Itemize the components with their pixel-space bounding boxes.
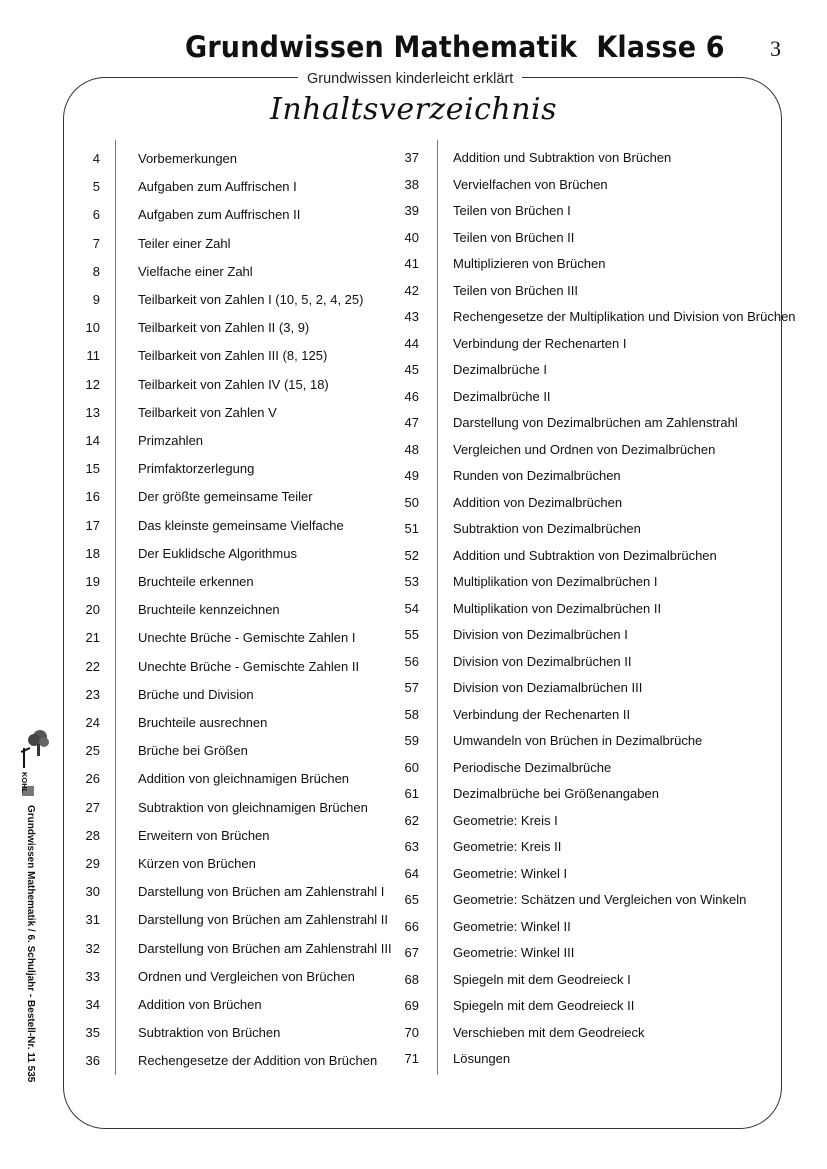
toc-entry-title: Vielfache einer Zahl [138, 263, 253, 279]
toc-page-number: 17 [85, 517, 100, 533]
side-caption-text: Grundwissen Mathematik / 6. Schuljahr - Bestell-Nr. 11 535 [25, 805, 36, 1083]
toc-entry-title: Teiler einer Zahl [138, 235, 231, 251]
toc-entry-title: Darstellung von Brüchen am Zahlenstrahl I [138, 884, 385, 900]
toc-entry-title: Erweitern von Brüchen [138, 827, 270, 843]
toc-entry-title: Darstellung von Dezimalbrüchen am Zahlenstrahl [453, 415, 738, 430]
toc-entry-title: Vorbemerkungen [138, 151, 238, 166]
toc-page-number: 42 [404, 282, 419, 298]
toc-entry-title: Addition von Brüchen [138, 997, 262, 1012]
toc-page-number: 19 [85, 574, 100, 589]
toc-entry-title: Dezimalbrüche bei Größenangaben [453, 786, 659, 801]
toc-entry-title: Verbindung der Rechenarten II [453, 706, 631, 722]
toc-page-number: 58 [404, 706, 419, 722]
toc-page-number: 61 [404, 786, 419, 801]
toc-page-number: 66 [404, 918, 419, 934]
toc-entry-title: Addition von gleichnamigen Brüchen [138, 771, 350, 787]
toc-entry-title: Rechengesetze der Addition von Brüchen [138, 1053, 378, 1069]
toc-page-number: 20 [85, 602, 100, 618]
page-title: Grundwissen Mathematik Klasse 6 [185, 30, 725, 64]
toc-entry-title: Addition von Dezimalbrüchen [453, 494, 623, 510]
toc-page-number: 12 [85, 376, 100, 392]
toc-page-number: 54 [404, 600, 419, 616]
toc-page-number: 60 [404, 759, 419, 775]
toc-page-number: 27 [85, 799, 100, 815]
publisher-name [17, 772, 31, 802]
toc-page-number: 71 [404, 1051, 419, 1066]
toc-page-number: 34 [85, 997, 100, 1012]
toc-page-number: 48 [404, 441, 419, 457]
toc-entry-title: Addition und Subtraktion von Brüchen [453, 150, 672, 165]
toc-entry-title: Kürzen von Brüchen [138, 856, 256, 871]
toc-page-number: 55 [404, 627, 419, 642]
toc-page-number: 5 [92, 179, 100, 195]
toc-page-number: 47 [404, 415, 419, 430]
toc-page-number: 46 [404, 388, 419, 404]
toc-entry-title: Ordnen und Vergleichen von Brüchen [138, 968, 355, 984]
toc-page-number: 62 [404, 812, 419, 828]
toc-entry-title: Teilbarkeit von Zahlen IV (15, 18) [138, 376, 329, 392]
toc-page-number: 59 [404, 733, 419, 748]
toc-entry-title: Bruchteile ausrechnen [138, 715, 268, 730]
toc-entry-title: Geometrie: Winkel II [453, 918, 571, 934]
toc-entry-title: Brüche bei Größen [138, 743, 248, 759]
toc-entry-title: Teilbarkeit von Zahlen I (10, 5, 2, 4, 25) [138, 292, 364, 307]
toc-entry-title: Spiegeln mit dem Geodreieck II [453, 998, 635, 1013]
toc-entry-title: Division von Dezimalbrüchen I [453, 627, 628, 642]
toc-entry-title: Lösungen [453, 1051, 511, 1066]
toc-page-number: 30 [85, 884, 100, 900]
toc-page-number: 18 [85, 545, 100, 561]
toc-entry-title: Das kleinste gemeinsame Vielfache [138, 517, 344, 533]
toc-entry-title: Periodische Dezimalbrüche [453, 759, 612, 775]
toc-page-number: 40 [404, 229, 419, 245]
toc-entry-title: Spiegeln mit dem Geodreieck I [453, 971, 631, 987]
toc-page-number: 35 [85, 1025, 100, 1041]
side-caption [22, 805, 38, 1105]
subtitle: Grundwissen kinderleicht erklärt [298, 67, 522, 91]
toc-page-number: 56 [404, 653, 419, 669]
toc-page-number: 67 [404, 945, 419, 960]
toc-entry-title: Rechengesetze der Multiplikation und Division von Brüchen [453, 309, 796, 324]
toc-entry-title: Darstellung von Brüchen am Zahlenstrahl II [138, 912, 389, 928]
toc-entry-title: Runden von Dezimalbrüchen [453, 468, 621, 483]
toc-page-number: 45 [404, 362, 419, 377]
toc-page-number: 6 [92, 207, 100, 223]
toc-page-number: 14 [85, 433, 100, 448]
toc-page-number: 44 [404, 335, 419, 351]
toc-page-number: 70 [404, 1024, 419, 1040]
toc-entry-title: Teilbarkeit von Zahlen II (3, 9) [138, 320, 310, 336]
toc-page-number: 65 [404, 892, 419, 907]
toc-entry-title: Vervielfachen von Brüchen [453, 176, 608, 192]
toc-page-number: 43 [404, 309, 419, 324]
toc-entry-title: Multiplizieren von Brüchen [453, 256, 606, 271]
toc-page-number: 8 [92, 263, 100, 279]
toc-entry-title: Verschieben mit dem Geodreieck [453, 1024, 645, 1040]
toc-entry-title: Aufgaben zum Auffrischen II [138, 207, 301, 223]
toc-page-number: 69 [404, 998, 419, 1013]
toc-entry-title: Geometrie: Schätzen und Vergleichen von Winkeln [453, 892, 747, 907]
toc-page-number: 7 [92, 235, 100, 251]
toc-entry-title: Brüche und Division [138, 686, 254, 702]
toc-page-number: 16 [85, 489, 100, 505]
toc-entry-title: Geometrie: Kreis II [453, 839, 562, 854]
page-number: 3 [770, 36, 781, 61]
toc-entry-title: Dezimalbrüche II [453, 388, 551, 404]
toc-entry-title: Division von Deziamalbrüchen III [453, 680, 643, 695]
toc-page-number: 11 [86, 348, 100, 364]
toc-page-number: 53 [404, 574, 419, 589]
toc-page-number: 33 [85, 968, 100, 984]
toc-page-number: 36 [85, 1053, 100, 1069]
toc-entry-title: Teilbarkeit von Zahlen V [138, 404, 277, 420]
toc-entry-title: Verbindung der Rechenarten I [453, 335, 627, 351]
toc-page-number: 26 [85, 771, 100, 787]
toc-entry-title: Addition und Subtraktion von Dezimalbrüchen [453, 547, 717, 563]
toc-entry-title: Bruchteile kennzeichnen [138, 602, 280, 618]
toc-entry-title: Der Euklidsche Algorithmus [138, 545, 297, 561]
toc-page-number: 24 [85, 715, 100, 730]
toc-page-number: 57 [404, 680, 419, 695]
toc-entry-title: Geometrie: Winkel III [453, 945, 575, 960]
toc-entry-title: Teilen von Brüchen I [453, 203, 571, 218]
toc-entry-title: Geometrie: Winkel I [453, 865, 568, 881]
toc-entry-title: Unechte Brüche - Gemischte Zahlen I [138, 630, 356, 646]
toc-left-divider [115, 140, 116, 1075]
toc-entry-title: Subtraktion von Dezimalbrüchen [453, 521, 641, 536]
toc-entry-title: Primfaktorzerlegung [138, 461, 255, 477]
toc-entry-title: Umwandeln von Brüchen in Dezimalbrüche [453, 733, 703, 748]
toc-entry-title: Multiplikation von Dezimalbrüchen I [453, 574, 658, 589]
toc-page-number: 41 [404, 256, 419, 271]
toc-page-number: 31 [85, 912, 100, 928]
toc-page-number: 49 [404, 468, 419, 483]
toc-page-number: 4 [92, 151, 100, 166]
toc-page-number: 52 [404, 547, 419, 563]
toc-entry-title: Der größte gemeinsame Teiler [138, 489, 313, 505]
toc-page-number: 21 [85, 630, 100, 646]
toc-entry-title: Vergleichen und Ordnen von Dezimalbrüchen [453, 441, 716, 457]
toc-page-number: 10 [85, 320, 100, 336]
toc-page-number: 22 [85, 658, 100, 674]
toc-entry-title: Bruchteile erkennen [138, 574, 254, 589]
toc-page-number: 51 [404, 521, 419, 536]
toc-heading: Inhaltsverzeichnis [269, 92, 558, 127]
toc-page-number: 23 [85, 686, 100, 702]
toc-entry-title: Teilen von Brüchen III [453, 282, 579, 298]
toc-page-number: 38 [404, 176, 419, 192]
toc-entry-title: Subtraktion von gleichnamigen Brüchen [138, 799, 368, 815]
toc-entry-title: Multiplikation von Dezimalbrüchen II [453, 600, 662, 616]
toc-page-number: 15 [85, 461, 100, 477]
toc-entry-title: Aufgaben zum Auffrischen I [138, 179, 297, 195]
toc-page-number: 13 [85, 404, 100, 420]
toc-page-number: 29 [85, 856, 100, 871]
toc-page-number: 25 [85, 743, 100, 759]
toc-page-number: 50 [404, 494, 419, 510]
toc-entry-title: Unechte Brüche - Gemischte Zahlen II [138, 658, 360, 674]
toc-entry-title: Darstellung von Brüchen am Zahlenstrahl III [138, 940, 392, 956]
toc-entry-title: Teilbarkeit von Zahlen III (8, 125) [138, 348, 328, 364]
toc-page-number: 28 [85, 827, 100, 843]
toc-page-number: 63 [404, 839, 419, 854]
toc-page-number: 32 [85, 940, 100, 956]
toc-entry-title: Division von Dezimalbrüchen II [453, 653, 632, 669]
toc-entry-title: Geometrie: Kreis I [453, 812, 558, 828]
toc-entry-title: Teilen von Brüchen II [453, 229, 575, 245]
toc-page-number: 64 [404, 865, 419, 881]
toc-entry-title: Subtraktion von Brüchen [138, 1025, 281, 1041]
toc-page-number: 68 [404, 971, 419, 987]
toc-entry-title: Primzahlen [138, 433, 204, 448]
toc-page-number: 9 [92, 292, 100, 307]
toc-page-number: 37 [404, 150, 419, 165]
toc-right-divider [437, 140, 438, 1075]
toc-entry-title: Dezimalbrüche I [453, 362, 547, 377]
toc-page-number: 39 [404, 203, 419, 218]
publisher-name-text: KOHL [20, 772, 29, 794]
